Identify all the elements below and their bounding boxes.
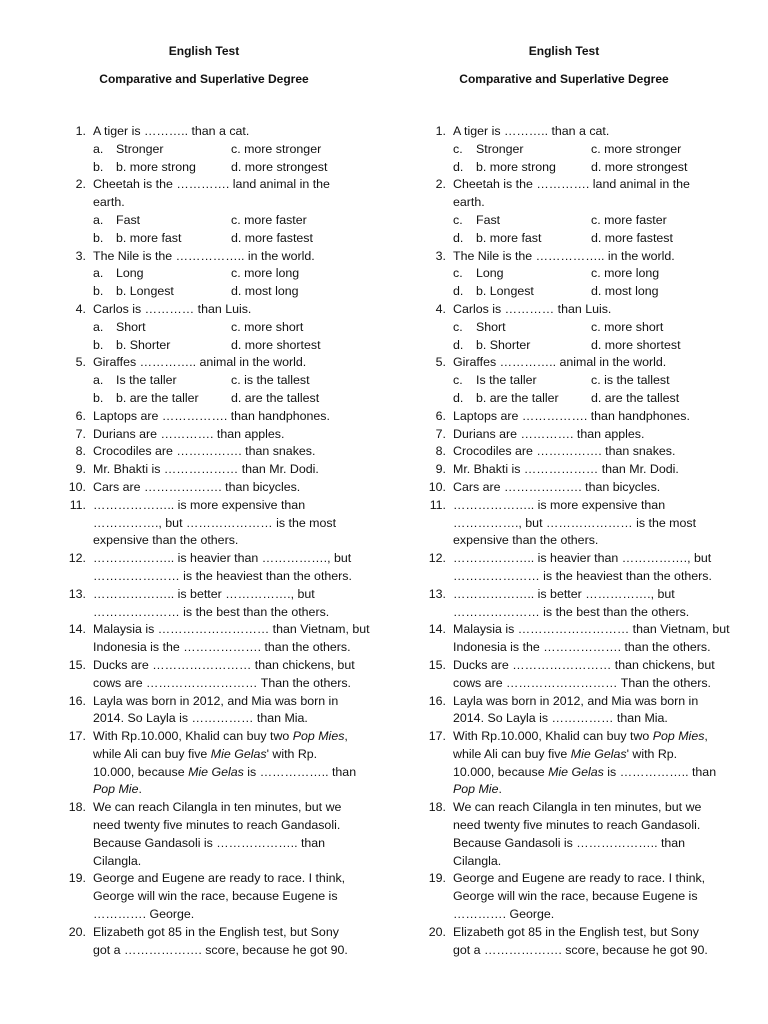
option-left: [453, 159, 556, 177]
option-letter: d.: [453, 230, 464, 245]
option-left: [453, 283, 534, 301]
answer-option-row: [453, 283, 723, 301]
question-text-line: Malaysia is ……………………… than Vietnam, but: [453, 622, 730, 637]
option-text: b. more strong: [476, 159, 556, 174]
option-text: b. Shorter: [476, 337, 531, 352]
option-left: [93, 265, 144, 283]
question-text-line: ………………… is the heaviest than the others.: [453, 568, 712, 583]
question-text-line: A tiger is ……….. than a cat.: [453, 124, 610, 138]
question-number: 20.: [428, 924, 446, 939]
option-letter: b.: [93, 230, 104, 245]
option-left: [453, 390, 559, 408]
option-text: b. more strong: [116, 159, 196, 174]
question-text-line: need twenty five minutes to reach Gandasoli.: [453, 818, 701, 833]
option-left: [93, 390, 199, 408]
question-item: [66, 479, 366, 497]
question-text-line: ……………., but ………………… is the most: [93, 515, 337, 530]
answer-option-row: [453, 319, 723, 337]
question-text-line: A tiger is ……….. than a cat.: [93, 124, 250, 138]
answer-option-row: [453, 230, 723, 248]
question-number: 13.: [68, 586, 86, 601]
option-text: b. Longest: [476, 284, 534, 299]
option-letter: a.: [93, 141, 104, 156]
option-text: Fast: [476, 212, 501, 227]
answer-option-row: [453, 390, 723, 408]
question-number: 3.: [435, 248, 446, 263]
product-name: Pop Mie: [453, 782, 499, 797]
question-number: 19.: [428, 871, 446, 886]
question-text-line: while Ali can buy five Mie Gelas' with Rp.: [93, 746, 318, 761]
question-text-line: Laptops are ……………. than handphones.: [453, 408, 690, 423]
question-item: [426, 693, 726, 729]
product-name: Mie Gelas: [188, 764, 244, 779]
question-text-line: cows are ……………………… Than the others.: [93, 675, 351, 690]
question-item: [66, 657, 366, 693]
test-subtitle: Comparative and Superlative Degree: [459, 72, 669, 86]
question-item: [426, 461, 726, 479]
product-name: Mie Gelas: [548, 764, 604, 779]
product-name: Pop Mies: [292, 729, 345, 744]
option-right-text: c. is the tallest: [591, 373, 670, 388]
question-text-line: Cilangla.: [453, 853, 502, 868]
question-item: [66, 924, 366, 960]
question-item: [66, 586, 366, 622]
question-number: 10.: [428, 479, 446, 494]
option-right-text: d. more fastest: [591, 230, 673, 245]
option-left: [93, 212, 140, 230]
question-text-line: need twenty five minutes to reach Gandasoli.: [93, 818, 341, 833]
question-number: 7.: [435, 426, 446, 441]
answer-options: [453, 141, 723, 177]
option-left: [453, 265, 504, 283]
question-text-line: Crocodiles are ……………. than snakes.: [453, 444, 676, 459]
question-item: [426, 248, 726, 301]
option-letter: d.: [453, 390, 464, 405]
question-list: [66, 123, 370, 959]
answer-option-row: [453, 265, 723, 283]
question-text-line: We can reach Cilangla in ten minutes, but we: [453, 800, 702, 815]
option-text: b. Longest: [116, 284, 174, 299]
option-left: [93, 319, 146, 337]
answer-options: [453, 319, 723, 355]
question-number: 20.: [68, 924, 86, 939]
question-number: 1.: [435, 124, 446, 138]
option-right-text: c. is the tallest: [231, 373, 310, 388]
answer-option-row: [93, 265, 363, 283]
question-text-line: 2014. So Layla is …………… than Mia.: [453, 711, 668, 726]
question-item: [66, 354, 366, 407]
question-text-line: …………. George.: [453, 907, 555, 922]
answer-option-row: [93, 230, 363, 248]
answer-option-row: [453, 337, 723, 355]
question-number: 4.: [435, 301, 446, 316]
question-text-line: got a ………………. score, because he got 90.: [453, 942, 708, 957]
question-item: [426, 354, 726, 407]
question-text-line: Ducks are …………………… than chickens, but: [93, 657, 355, 672]
option-text: b. more fast: [116, 230, 182, 245]
answer-option-row: [453, 159, 723, 177]
question-number: 13.: [428, 586, 446, 601]
question-number: 11.: [69, 497, 86, 512]
question-text-line: ……………….. is heavier than ……………., but: [93, 551, 352, 566]
question-text-line: Cheetah is the …………. land animal in the: [453, 177, 690, 192]
question-text-line: Giraffes ………….. animal in the world.: [93, 355, 307, 370]
test-title: English Test: [528, 44, 600, 58]
answer-option-row: [453, 141, 723, 159]
question-text-line: Cilangla.: [93, 853, 142, 868]
question-item: [426, 870, 726, 923]
question-number: 15.: [68, 657, 86, 672]
question-item: [426, 924, 726, 960]
option-right-text: c. more short: [231, 319, 304, 334]
option-text: b. are the taller: [476, 390, 559, 405]
question-number: 19.: [68, 871, 86, 886]
option-left: [453, 230, 541, 248]
question-text-line: Because Gandasoli is ……………….. than: [453, 835, 686, 850]
option-left: [453, 319, 506, 337]
option-text: Stronger: [476, 141, 524, 156]
question-text-line: George will win the race, because Eugene is: [93, 889, 338, 904]
question-number: 5.: [75, 355, 86, 370]
question-text-line: George will win the race, because Eugene is: [453, 889, 698, 904]
question-text-line: With Rp.10.000, Khalid can buy two Pop Mies,: [93, 729, 348, 744]
option-letter: c.: [453, 319, 463, 334]
option-letter: a.: [93, 266, 104, 281]
option-left: [453, 372, 537, 390]
answer-option-row: [93, 141, 363, 159]
question-item: [66, 443, 366, 461]
option-left: [93, 283, 174, 301]
question-item: [426, 479, 726, 497]
question-item: [426, 176, 726, 247]
question-item: [66, 799, 366, 870]
question-number: 12.: [428, 551, 446, 566]
question-item: [426, 443, 726, 461]
question-item: [66, 497, 366, 550]
question-item: [426, 799, 726, 870]
question-text-line: ……………….. is better ……………., but: [453, 586, 675, 601]
question-item: [426, 728, 726, 799]
question-text-line: Elizabeth got 85 in the English test, but Sony: [453, 924, 699, 939]
question-text-line: Malaysia is ……………………… than Vietnam, but: [93, 622, 370, 637]
question-item: [66, 301, 366, 354]
question-number: 8.: [435, 444, 446, 459]
answer-options: [453, 265, 723, 301]
option-right-text: c. more stronger: [231, 141, 322, 156]
answer-options: [93, 265, 363, 301]
question-text-line: Because Gandasoli is ……………….. than: [93, 835, 326, 850]
product-name: Pop Mies: [652, 729, 705, 744]
question-text-line: With Rp.10.000, Khalid can buy two Pop Mies,: [453, 729, 708, 744]
question-item: [66, 408, 366, 426]
answer-option-row: [93, 337, 363, 355]
question-item: [66, 550, 366, 586]
question-text-line: 10.000, because Mie Gelas is …………….. than: [453, 764, 717, 779]
answer-option-row: [93, 283, 363, 301]
option-left: [93, 230, 181, 248]
question-text-line: Indonesia is the ………………. than the others.: [453, 640, 711, 655]
question-item: [426, 621, 730, 657]
option-text: Long: [476, 266, 504, 281]
option-letter: b.: [93, 390, 104, 405]
product-name: Pop Mie: [93, 782, 139, 797]
question-text-line: Carlos is ………… than Luis.: [453, 301, 612, 316]
answer-option-row: [453, 372, 723, 390]
option-right-text: d. more shortest: [591, 337, 681, 352]
question-number: 2.: [75, 177, 86, 192]
question-number: 4.: [75, 301, 86, 316]
question-item: [426, 301, 726, 354]
option-right-text: c. more stronger: [591, 141, 682, 156]
question-item: [426, 408, 726, 426]
option-letter: d.: [453, 159, 464, 174]
answer-options: [93, 212, 363, 248]
answer-option-row: [453, 212, 723, 230]
option-text: Short: [476, 319, 506, 334]
question-text-line: Durians are …………. than apples.: [93, 426, 285, 441]
question-text-line: The Nile is the …………….. in the world.: [93, 248, 315, 263]
question-text-line: Elizabeth got 85 in the English test, but Sony: [93, 924, 339, 939]
question-number: 11.: [429, 497, 446, 512]
option-letter: c.: [453, 212, 463, 227]
option-letter: a.: [93, 319, 104, 334]
question-text-line: ……………., but ………………… is the most: [453, 515, 697, 530]
answer-option-row: [93, 159, 363, 177]
option-text: Short: [116, 319, 146, 334]
option-left: [453, 212, 500, 230]
question-text-line: George and Eugene are ready to race. I think,: [93, 871, 346, 886]
question-text-line: expensive than the others.: [93, 533, 239, 548]
test-title: English Test: [168, 44, 240, 58]
question-text-line: Giraffes ………….. animal in the world.: [453, 355, 667, 370]
question-number: 6.: [435, 408, 446, 423]
option-right-text: c. more faster: [591, 212, 667, 227]
question-number: 14.: [68, 622, 86, 637]
question-number: 7.: [75, 426, 86, 441]
option-right-text: d. are the tallest: [591, 390, 680, 405]
option-right-text: d. more strongest: [231, 159, 328, 174]
question-text-line: Indonesia is the ………………. than the others.: [93, 640, 351, 655]
question-number: 10.: [68, 479, 86, 494]
option-text: b. Shorter: [116, 337, 171, 352]
option-letter: d.: [453, 337, 464, 352]
question-text-line: earth.: [453, 195, 485, 210]
question-text-line: earth.: [93, 195, 125, 210]
question-item: [66, 870, 366, 923]
question-number: 16.: [68, 693, 86, 708]
question-number: 18.: [68, 800, 86, 815]
question-text-line: Pop Mie.: [453, 782, 502, 797]
question-text-line: Carlos is ………… than Luis.: [93, 301, 252, 316]
question-number: 16.: [428, 693, 446, 708]
option-letter: c.: [453, 266, 463, 281]
option-text: Fast: [116, 212, 141, 227]
option-letter: d.: [453, 284, 464, 299]
question-text-line: Layla was born in 2012, and Mia was born in: [93, 693, 339, 708]
question-item: [66, 248, 366, 301]
option-letter: b.: [93, 159, 104, 174]
question-text-line: ………………… is the best than the others.: [453, 604, 690, 619]
question-text-line: ……………….. is more expensive than: [93, 497, 306, 512]
option-letter: b.: [93, 337, 104, 352]
option-right-text: d. more fastest: [231, 230, 313, 245]
option-right-text: c. more long: [231, 266, 300, 281]
option-text: Long: [116, 266, 144, 281]
question-text-line: got a ………………. score, because he got 90.: [93, 942, 348, 957]
question-text-line: ……………….. is better ……………., but: [93, 586, 315, 601]
option-text: Stronger: [116, 141, 164, 156]
question-item: [426, 586, 726, 622]
option-left: [93, 372, 177, 390]
question-item: [66, 426, 366, 444]
question-text-line: 10.000, because Mie Gelas is …………….. than: [93, 764, 357, 779]
question-text-line: Pop Mie.: [93, 782, 142, 797]
question-number: 18.: [428, 800, 446, 815]
question-text-line: ……………….. is heavier than ……………., but: [453, 551, 712, 566]
question-item: [66, 728, 366, 799]
test-subtitle: Comparative and Superlative Degree: [99, 72, 309, 86]
option-right-text: d. most long: [231, 284, 299, 299]
question-number: 2.: [435, 177, 446, 192]
question-text-line: cows are ……………………… Than the others.: [453, 675, 711, 690]
question-number: 8.: [75, 444, 86, 459]
option-left: [453, 141, 524, 159]
question-number: 9.: [435, 462, 446, 477]
option-text: Is the taller: [476, 373, 537, 388]
question-text-line: The Nile is the …………….. in the world.: [453, 248, 675, 263]
option-left: [93, 159, 196, 177]
question-item: [426, 426, 726, 444]
question-text-line: Mr. Bhakti is ……………… than Mr. Dodi.: [453, 462, 679, 477]
question-number: 9.: [75, 462, 86, 477]
question-text-line: Laptops are ……………. than handphones.: [93, 408, 330, 423]
product-name: Mie Gelas: [210, 746, 267, 761]
question-text-line: Crocodiles are ……………. than snakes.: [93, 444, 316, 459]
answer-option-row: [93, 212, 363, 230]
answer-option-row: [93, 372, 363, 390]
question-text-line: Cars are ………………. than bicycles.: [453, 479, 661, 494]
answer-options: [93, 141, 363, 177]
option-letter: c.: [453, 141, 463, 156]
question-text-line: We can reach Cilangla in ten minutes, but we: [93, 800, 342, 815]
option-text: b. are the taller: [116, 390, 199, 405]
question-number: 5.: [435, 355, 446, 370]
question-item: [66, 176, 366, 247]
option-right-text: c. more long: [591, 266, 660, 281]
question-text-line: ………………… is the heaviest than the others.: [93, 568, 352, 583]
question-number: 12.: [68, 551, 86, 566]
question-item: [66, 693, 366, 729]
question-text-line: Cars are ………………. than bicycles.: [93, 479, 301, 494]
question-number: 1.: [75, 124, 86, 138]
question-number: 3.: [75, 248, 86, 263]
option-right-text: c. more short: [591, 319, 664, 334]
question-text-line: ……………….. is more expensive than: [453, 497, 666, 512]
option-right-text: d. most long: [591, 284, 659, 299]
question-item: [426, 497, 726, 550]
question-number: 14.: [428, 622, 446, 637]
question-item: [426, 550, 726, 586]
question-item: [426, 123, 726, 176]
option-left: [93, 337, 170, 355]
product-name: Mie Gelas: [570, 746, 627, 761]
option-left: [453, 337, 530, 355]
question-text-line: ………………… is the best than the others.: [93, 604, 330, 619]
question-text-line: George and Eugene are ready to race. I think,: [453, 871, 706, 886]
question-item: [66, 461, 366, 479]
option-right-text: d. more strongest: [591, 159, 688, 174]
question-text-line: Layla was born in 2012, and Mia was born in: [453, 693, 699, 708]
answer-options: [453, 372, 723, 408]
question-text-line: 2014. So Layla is …………… than Mia.: [93, 711, 308, 726]
option-letter: a.: [93, 373, 104, 388]
question-text-line: …………. George.: [93, 907, 195, 922]
question-number: 17.: [428, 729, 446, 744]
answer-options: [453, 212, 723, 248]
option-letter: b.: [93, 284, 104, 299]
question-text-line: expensive than the others.: [453, 533, 599, 548]
question-text-line: Cheetah is the …………. land animal in the: [93, 177, 330, 192]
question-item: [66, 621, 370, 657]
option-right-text: d. more shortest: [231, 337, 321, 352]
question-number: 15.: [428, 657, 446, 672]
option-left: [93, 141, 164, 159]
option-right-text: d. are the tallest: [231, 390, 320, 405]
question-text-line: Durians are …………. than apples.: [453, 426, 645, 441]
option-text: b. more fast: [476, 230, 542, 245]
answer-options: [93, 372, 363, 408]
question-item: [66, 123, 366, 176]
answer-options: [93, 319, 363, 355]
question-text-line: Mr. Bhakti is ……………… than Mr. Dodi.: [93, 462, 319, 477]
option-letter: a.: [93, 212, 104, 227]
question-text-line: Ducks are …………………… than chickens, but: [453, 657, 715, 672]
question-item: [426, 657, 726, 693]
question-text-line: while Ali can buy five Mie Gelas' with Rp.: [453, 746, 678, 761]
option-letter: c.: [453, 373, 463, 388]
question-number: 17.: [68, 729, 86, 744]
option-text: Is the taller: [116, 373, 177, 388]
answer-option-row: [93, 390, 363, 408]
answer-option-row: [93, 319, 363, 337]
question-list: [426, 123, 730, 959]
option-right-text: c. more faster: [231, 212, 307, 227]
question-number: 6.: [75, 408, 86, 423]
